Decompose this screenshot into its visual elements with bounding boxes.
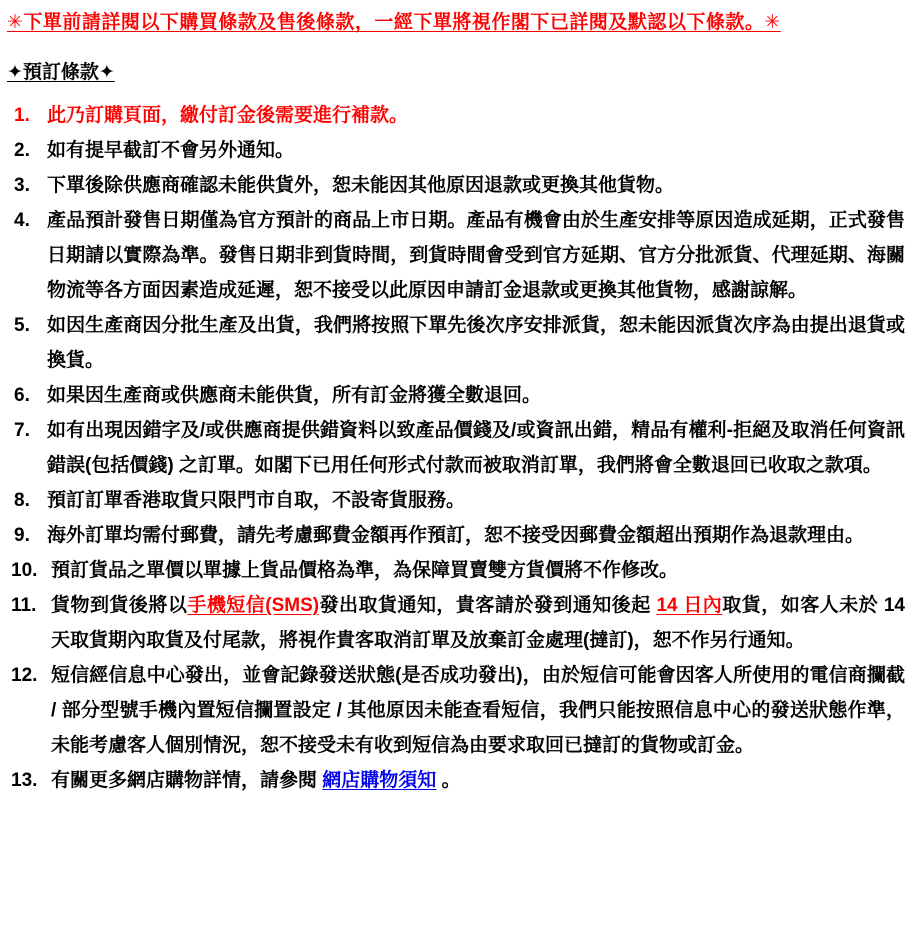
term-text: 下單後除供應商確認未能供貨外，恕未能因其他原因退款或更換其他貨物。 bbox=[47, 175, 675, 196]
term-number: 8. bbox=[14, 490, 30, 511]
term-item bbox=[7, 98, 905, 133]
term-number: 3. bbox=[14, 175, 30, 196]
term-item bbox=[7, 483, 905, 518]
term-number: 4. bbox=[14, 210, 30, 231]
term-number: 13. bbox=[11, 770, 38, 791]
highlighted-term-text: 手機短信(SMS) bbox=[187, 595, 320, 616]
term-text: 此乃訂購頁面，繳付訂金後需要進行補款。 bbox=[47, 105, 409, 126]
term-number: 12. bbox=[11, 665, 38, 686]
term-text: 如有出現因錯字及/或供應商提供錯資料以致產品價錢及/或資訊出錯，精品有權利-拒絕及取消任何資訊錯誤(包括價錢) 之訂單。如閣下已用任何形式付款而被取消訂單，我們將會全數退回已收取之款項。 bbox=[47, 420, 905, 476]
term-number: 6. bbox=[14, 385, 30, 406]
term-number: 7. bbox=[14, 420, 30, 441]
pre-order-warning-banner: ✳下單前請詳閱以下購買條款及售後條款，一經下單將視作閣下已詳閱及默認以下條款。✳ bbox=[7, 12, 781, 33]
term-number: 11. bbox=[11, 595, 37, 616]
term-text: 產品預計發售日期僅為官方預計的商品上市日期。產品有機會由於生產安排等原因造成延期，正式發售日期請以實際為準。發售日期非到貨時間，到貨時間會受到官方延期、官方分批派貨、代理延期、海關物流等各方面因素造成延遲，恕不接受以此原因申請訂金退款或更換其他貨物，感謝諒解。 bbox=[47, 210, 905, 301]
term-number: 5. bbox=[14, 315, 30, 336]
term-text: 取貨，如客人未於 14 天取貨期內取貨及付尾款，將視作貴客取消訂單及放棄訂金處理(撻訂)，恕不作另行通知。 bbox=[51, 595, 905, 651]
term-text: 貨物到貨後將以 bbox=[51, 595, 188, 616]
term-item bbox=[7, 763, 905, 798]
term-item bbox=[7, 203, 905, 308]
term-text: 如果因生產商或供應商未能供貨，所有訂金將獲全數退回。 bbox=[47, 385, 542, 406]
terms-list bbox=[7, 98, 905, 798]
term-number: 9. bbox=[14, 525, 30, 546]
term-text: 海外訂單均需付郵費，請先考慮郵費金額再作預訂，恕不接受因郵費金額超出預期作為退款理由。 bbox=[47, 525, 865, 546]
term-item bbox=[7, 588, 905, 658]
term-item bbox=[7, 413, 905, 483]
term-text: 有關更多網店購物詳情，請參閱 bbox=[51, 770, 323, 791]
term-text: 如有提早截訂不會另外通知。 bbox=[47, 140, 295, 161]
term-item bbox=[7, 308, 905, 378]
term-number: 10. bbox=[11, 560, 38, 581]
term-item bbox=[7, 378, 905, 413]
term-item bbox=[7, 518, 905, 553]
term-item bbox=[7, 553, 905, 588]
term-number: 1. bbox=[14, 105, 30, 126]
term-number: 2. bbox=[14, 140, 30, 161]
term-item bbox=[7, 168, 905, 203]
term-item bbox=[7, 133, 905, 168]
term-text: 發出取貨通知，貴客請於發到通知後起 bbox=[319, 595, 657, 616]
shop-guide-link[interactable]: 網店購物須知 bbox=[322, 770, 437, 791]
term-item bbox=[7, 658, 905, 763]
term-text: 短信經信息中心發出，並會記錄發送狀態(是否成功發出)，由於短信可能會因客人所使用的電信商攔截 / 部分型號手機內置短信攔置設定 / 其他原因未能查看短信，我們只能按照信息中心的發送狀態作準，未能考慮客人個別情況，恕不接受未有收到短信為由要求取回已撻訂的貨物或訂金。 bbox=[51, 665, 905, 756]
highlighted-term-text: 14 日內 bbox=[656, 595, 723, 616]
section-title-preorder-terms: ✦預訂條款✦ bbox=[7, 62, 115, 83]
term-text: 預訂貨品之單價以單據上貨品價格為準，為保障買賣雙方貨價將不作修改。 bbox=[51, 560, 679, 581]
term-text: 。 bbox=[436, 770, 461, 791]
term-text: 如因生產商因分批生產及出貨，我們將按照下單先後次序安排派貨，恕未能因派貨次序為由提出退貨或換貨。 bbox=[47, 315, 905, 371]
term-text: 預訂訂單香港取貨只限門市自取，不設寄貨服務。 bbox=[47, 490, 466, 511]
